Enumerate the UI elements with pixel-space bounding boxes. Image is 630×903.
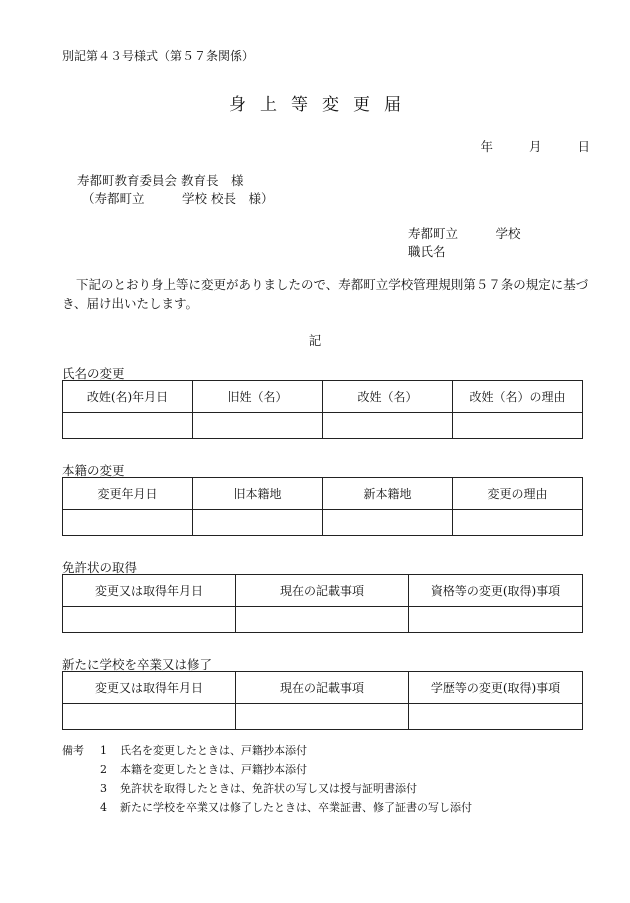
date-month: 月 [528, 139, 542, 154]
note-text: 免許状を取得したときは、免許状の写し又は授与証明書添付 [120, 782, 417, 795]
blank-entry-cell[interactable] [323, 413, 453, 439]
table-header-cell: 現在の記載事項 [236, 672, 409, 704]
note-number: 1 [100, 744, 107, 757]
table-header-cell: 変更又は取得年月日 [63, 672, 236, 704]
body-text: 下記のとおり身上等に変更がありましたので、寿都町立学校管理規則第５７条の規定に基づき、届け出いたします。 [62, 277, 589, 311]
note-number: 3 [100, 782, 107, 795]
date-line [448, 137, 590, 155]
table-header-cell: 改姓(名)年月日 [63, 381, 193, 413]
blank-entry-cell[interactable] [63, 413, 193, 439]
blank-entry-cell[interactable] [63, 510, 193, 536]
table-header-cell: 改姓（名） [323, 381, 453, 413]
blank-entry-cell[interactable] [323, 510, 453, 536]
blank-entry-cell[interactable] [409, 704, 583, 730]
domicile-change-table [62, 477, 583, 536]
ki-heading: 記 [308, 333, 322, 348]
note-item [100, 761, 307, 777]
blank-entry-cell[interactable] [453, 510, 583, 536]
blank-entry-cell[interactable] [236, 704, 409, 730]
name-change-table [62, 380, 583, 439]
date-day: 日 [577, 139, 590, 154]
note-text: 本籍を変更したときは、戸籍抄本添付 [120, 763, 307, 776]
note-number: 4 [100, 801, 107, 814]
section-title-name-change: 氏名の変更 [62, 366, 125, 381]
blank-entry-cell[interactable] [236, 607, 409, 633]
section-title-domicile-change: 本籍の変更 [62, 463, 125, 478]
blank-entry-cell[interactable] [193, 510, 323, 536]
section-title-license: 免許状の取得 [62, 560, 138, 575]
form-number: 別記第４３号様式（第５７条関係） [62, 49, 255, 63]
note-text: 新たに学校を卒業又は修了したときは、卒業証書、修了証書の写し添付 [120, 801, 472, 814]
document-title: 身上等変更届 [229, 95, 415, 115]
table-header-cell: 新本籍地 [323, 478, 453, 510]
note-item [100, 799, 472, 815]
note-number: 2 [100, 763, 107, 776]
table-header-cell: 変更の理由 [453, 478, 583, 510]
table-header-cell: 現在の記載事項 [236, 575, 409, 607]
addressee-line-1: 寿都町教育委員会 教育長 様 [77, 173, 244, 188]
table-header-cell: 資格等の変更(取得)事項 [409, 575, 583, 607]
graduation-table [62, 671, 583, 730]
table-header-cell: 変更又は取得年月日 [63, 575, 236, 607]
blank-entry-cell[interactable] [63, 704, 236, 730]
section-title-graduation: 新たに学校を卒業又は修了 [62, 657, 213, 672]
blank-entry-cell[interactable] [409, 607, 583, 633]
addressee-line-2: （寿都町立 学校 校長 様） [82, 191, 274, 206]
note-text: 氏名を変更したときは、戸籍抄本添付 [120, 744, 307, 757]
table-header-cell: 旧本籍地 [193, 478, 323, 510]
table-header-cell: 改姓（名）の理由 [453, 381, 583, 413]
note-item [100, 780, 417, 796]
license-table [62, 574, 583, 633]
blank-entry-cell[interactable] [453, 413, 583, 439]
table-header-cell: 学歴等の変更(取得)事項 [409, 672, 583, 704]
note-item [100, 742, 307, 758]
date-year: 年 [480, 139, 493, 154]
blank-entry-cell[interactable] [63, 607, 236, 633]
notes-label: 備考 [62, 744, 84, 757]
table-header-cell: 変更年月日 [63, 478, 193, 510]
sender-name: 職氏名 [408, 244, 446, 259]
sender-school: 寿都町立 学校 [408, 226, 521, 241]
blank-entry-cell[interactable] [193, 413, 323, 439]
table-header-cell: 旧姓（名） [193, 381, 323, 413]
